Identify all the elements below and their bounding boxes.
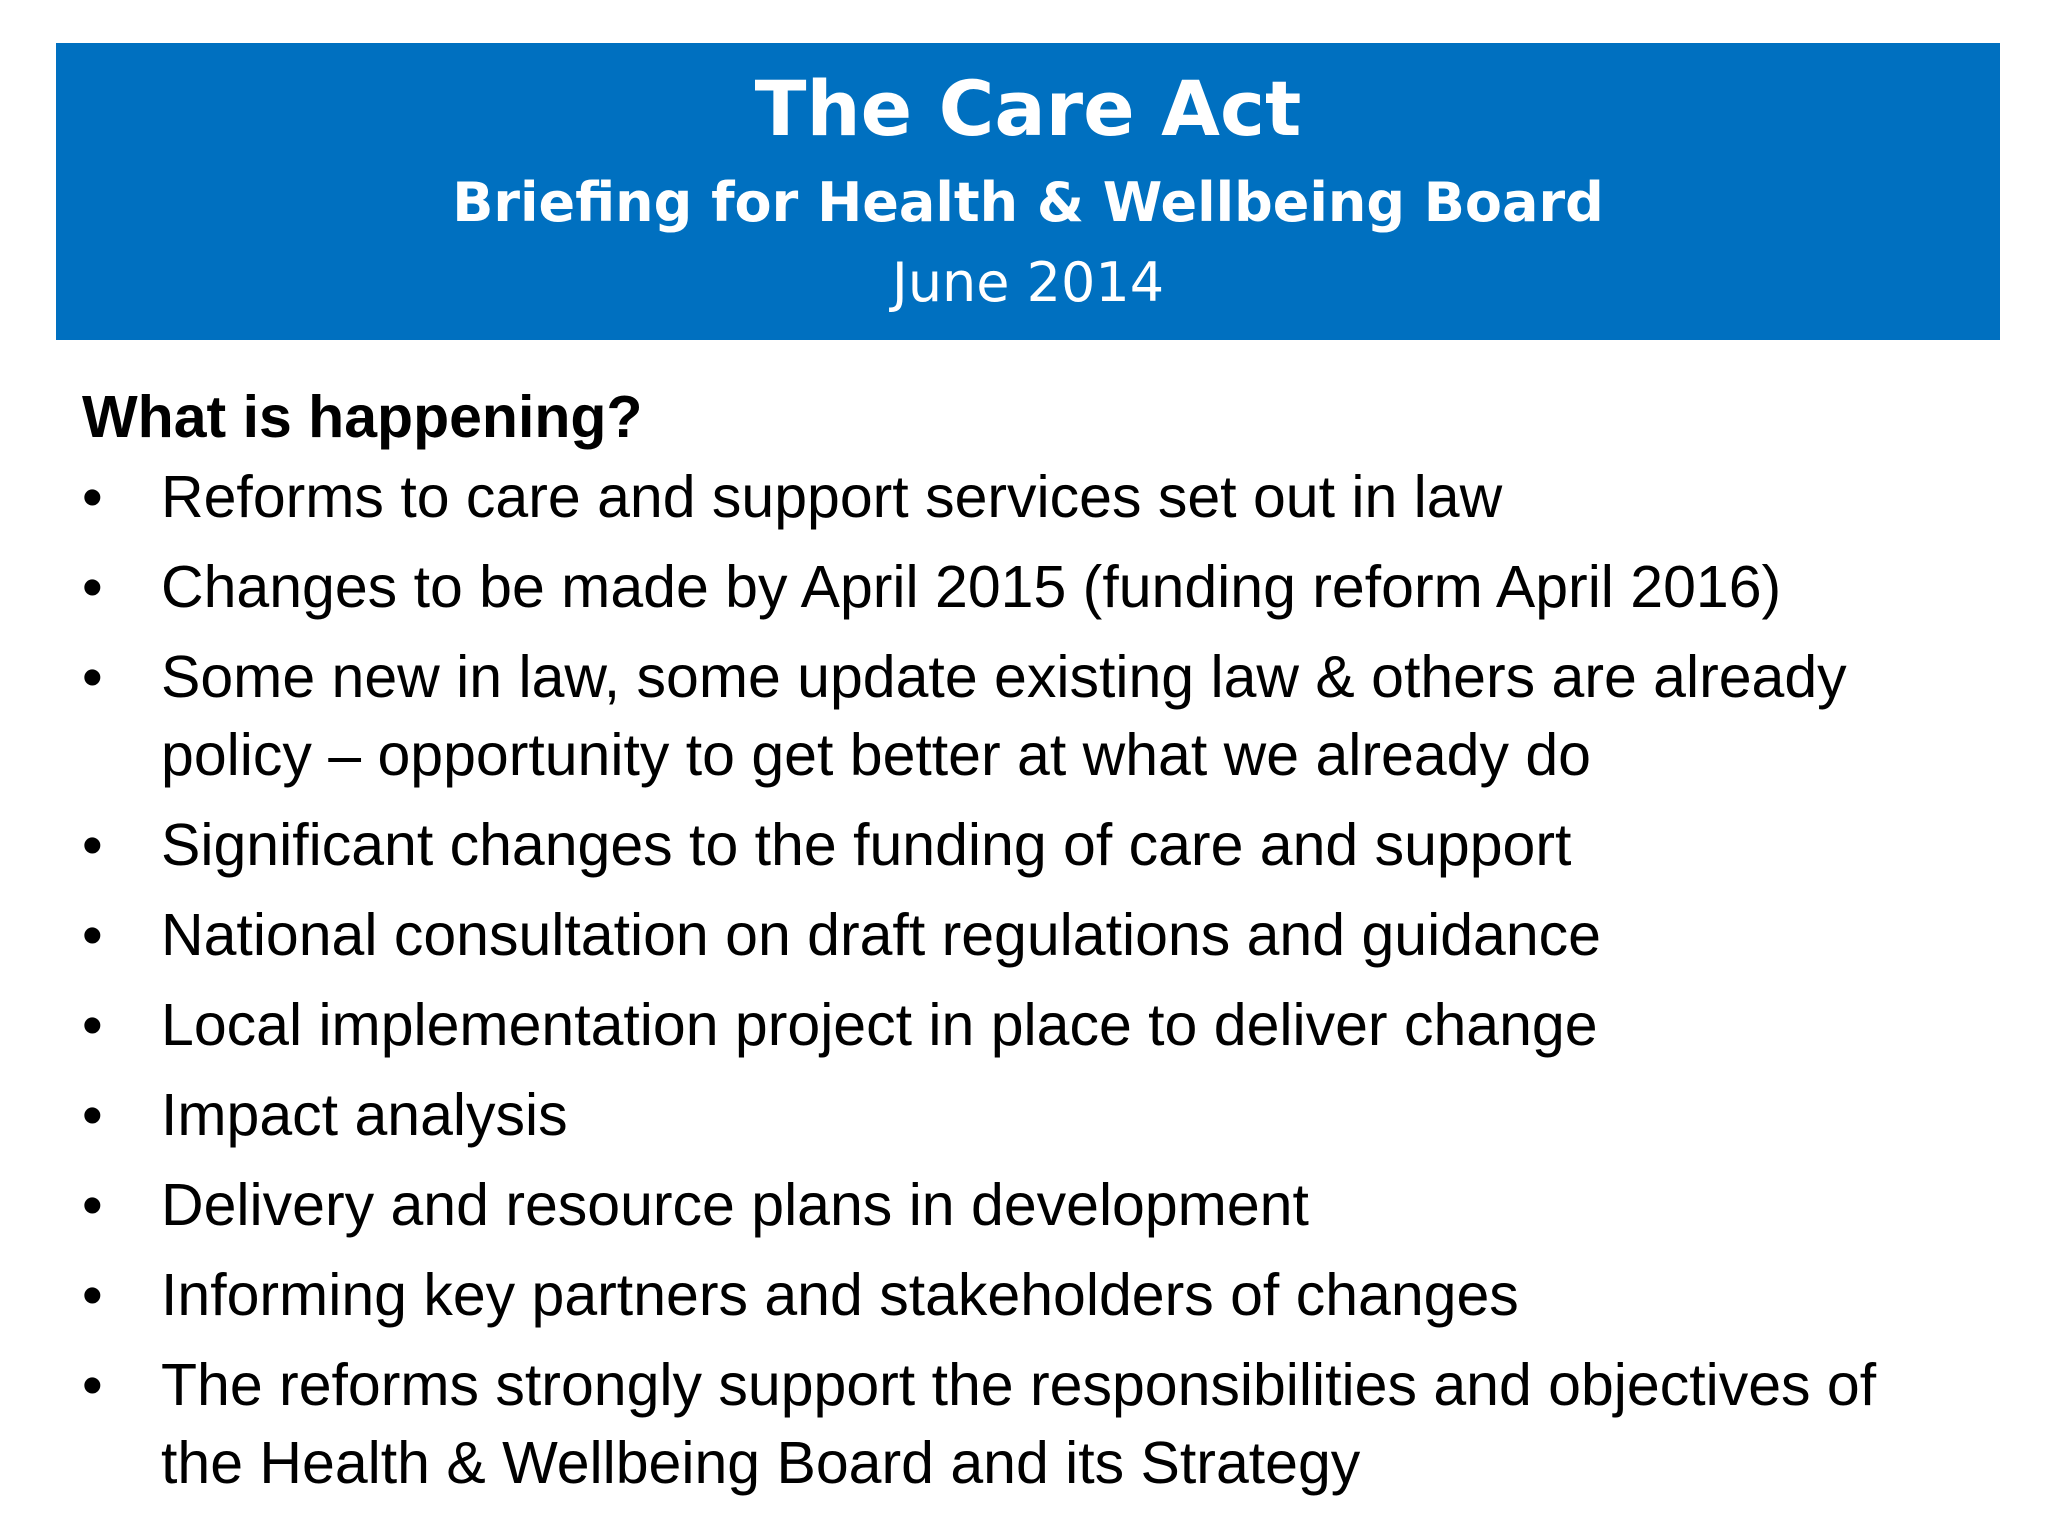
bullet-icon: • — [82, 644, 103, 710]
list-item-text: Local implementation project in place to deliver change — [161, 992, 1598, 1058]
list-item — [82, 1076, 1943, 1154]
page-subtitle: Briefing for Health & Wellbeing Board — [452, 171, 1604, 234]
list-item — [82, 986, 1943, 1064]
list-item-text: Informing key partners and stakeholders of changes — [161, 1262, 1519, 1328]
list-item — [82, 638, 1943, 794]
list-item — [82, 548, 1943, 626]
list-item — [82, 806, 1943, 884]
list-item-text: National consultation on draft regulations and guidance — [161, 902, 1601, 968]
list-item-text: Reforms to care and support services set out in law — [161, 464, 1503, 530]
list-item-text: Changes to be made by April 2015 (funding reform April 2016) — [161, 554, 1782, 620]
bullet-icon: • — [82, 464, 103, 530]
page-date: June 2014 — [891, 251, 1165, 314]
bullet-icon: • — [82, 902, 103, 968]
bullet-icon: • — [82, 992, 103, 1058]
list-item-text: Significant changes to the funding of care and support — [161, 812, 1572, 878]
bullet-icon: • — [82, 554, 103, 620]
page-title: The Care Act — [754, 64, 1302, 153]
list-item-text: Impact analysis — [161, 1082, 568, 1148]
content-section — [82, 376, 2022, 1514]
bullet-icon: • — [82, 812, 103, 878]
list-item — [82, 1256, 1943, 1334]
list-item — [82, 1346, 1943, 1502]
bullet-icon: • — [82, 1172, 103, 1238]
bullet-icon: • — [82, 1352, 103, 1418]
bullet-icon: • — [82, 1082, 103, 1148]
list-item — [82, 458, 1943, 536]
bullet-list — [82, 458, 2022, 1502]
bullet-icon: • — [82, 1262, 103, 1328]
list-item-text: Delivery and resource plans in development — [161, 1172, 1309, 1238]
title-banner — [56, 43, 2000, 340]
list-item — [82, 896, 1943, 974]
list-item — [82, 1166, 1943, 1244]
section-heading: What is happening? — [82, 384, 643, 450]
list-item-text: The reforms strongly support the responsibilities and objectives of the Health & Wellbeing Board and its Strategy — [161, 1352, 1877, 1496]
list-item-text: Some new in law, some update existing law & others are already policy – opportunity to get better at what we already do — [161, 644, 1847, 788]
